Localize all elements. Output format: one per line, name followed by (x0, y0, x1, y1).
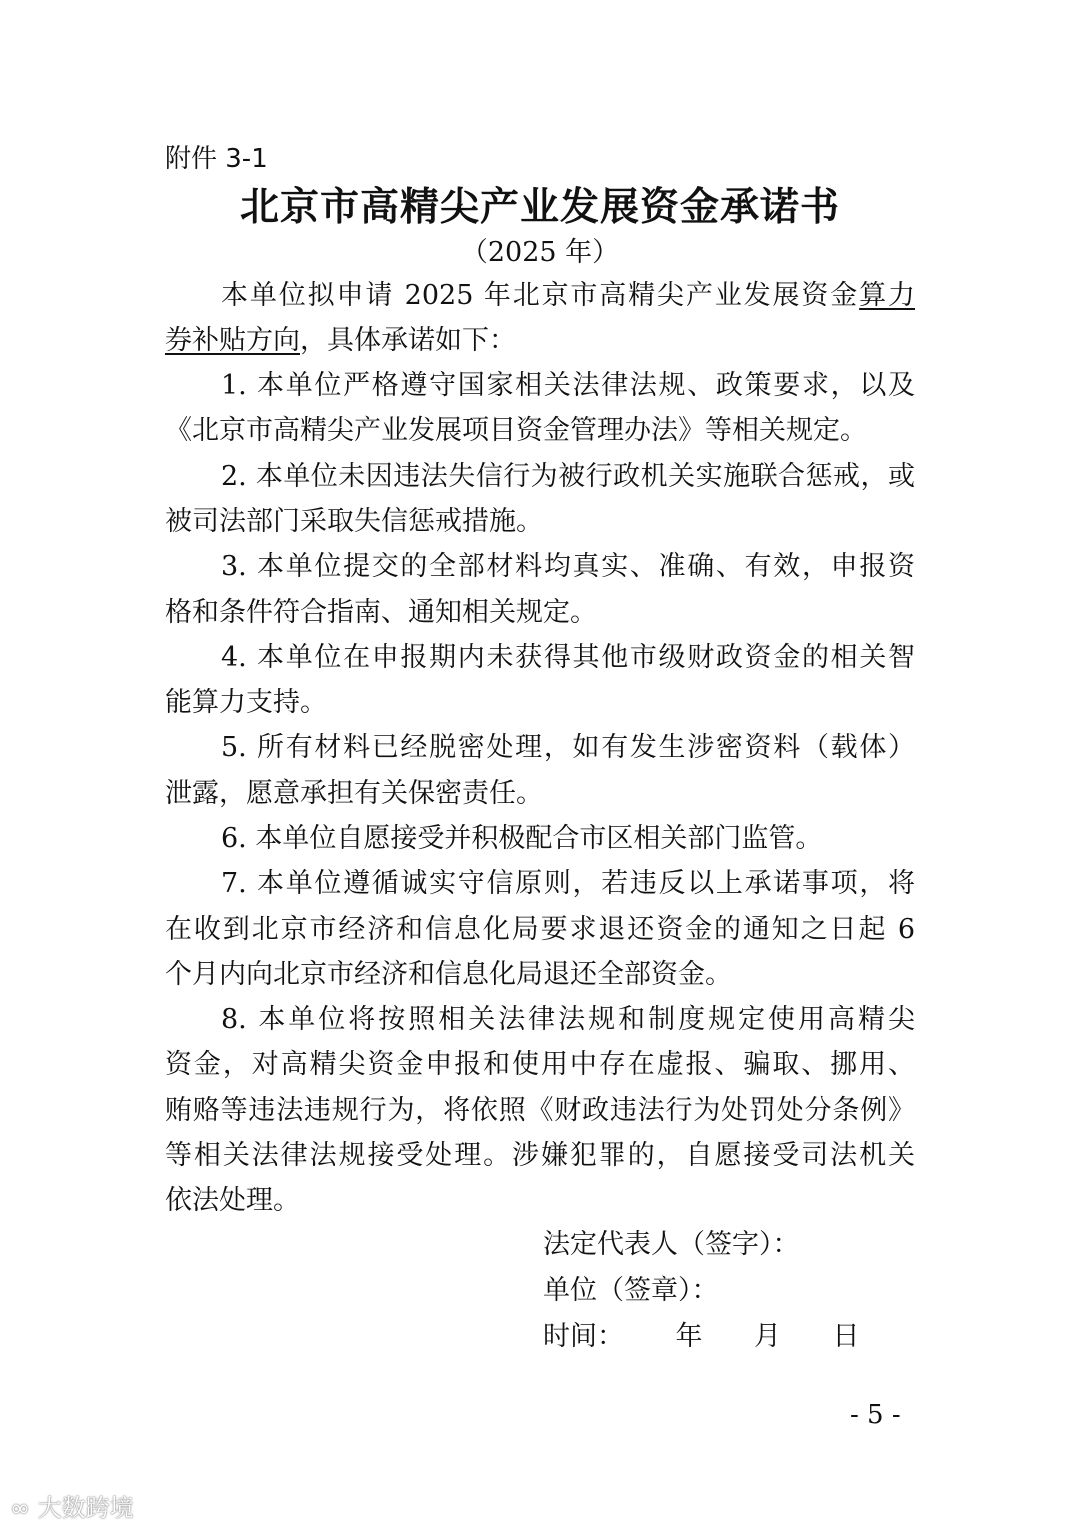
unit-seal: 单位（签章）： (543, 1275, 719, 1306)
year-subtitle: （2025 年） (460, 237, 620, 268)
commitment-item: 4. 本单位在申报期内未获得其他市级财政资金的相关智 (221, 642, 915, 673)
watermark-logo: ∞ 大数跨境 (10, 1494, 134, 1522)
attachment-label: 附件 3-1 (165, 144, 268, 174)
intro-underlined-text: 算力 (859, 280, 915, 311)
commitment-item-continuation: 《北京市高精尖产业发展项目资金管理办法》等相关规定。 (165, 415, 867, 446)
commitment-item: 8. 本单位将按照相关法律法规和制度规定使用高精尖 (221, 1004, 915, 1035)
commitment-item: 6. 本单位自愿接受并积极配合市区相关部门监管。 (221, 823, 823, 854)
commitment-item-continuation: 个月内向北京市经济和信息化局退还全部资金。 (165, 959, 732, 990)
intro-line-1 (221, 276, 915, 316)
commitment-item: 2. 本单位未因违法失信行为被行政机关实施联合惩戒，或 (221, 461, 915, 492)
commitment-item: 1. 本单位严格遵守国家相关法律法规、政策要求，以及 (221, 370, 915, 401)
document-title: 北京市高精尖产业发展资金承诺书 (239, 185, 840, 230)
commitment-item: 3. 本单位提交的全部材料均真实、准确、有效，申报资 (221, 551, 915, 582)
commitment-item-continuation: 贿赂等违法违规行为，将依照《财政违法行为处罚处分条例》 (165, 1095, 915, 1126)
intro-text: ，具体承诺如下： (300, 325, 516, 356)
commitment-item-continuation: 等相关法律法规接受处理。涉嫌犯罪的，自愿接受司法机关 (165, 1140, 915, 1171)
intro-underlined-text: 券补贴方向 (165, 325, 300, 356)
commitment-item-continuation: 在收到北京市经济和信息化局要求退还资金的通知之日起 6 (165, 914, 915, 945)
intro-line-2 (165, 321, 915, 361)
page-number: - 5 - (850, 1400, 901, 1430)
commitment-item-continuation: 格和条件符合指南、通知相关规定。 (165, 597, 597, 628)
commitment-item-continuation: 能算力支持。 (165, 687, 327, 718)
signature-date: 时间： 年 月 日 (543, 1321, 860, 1352)
commitment-item-continuation: 泄露，愿意承担有关保密责任。 (165, 778, 543, 809)
commitment-item-continuation: 被司法部门采取失信惩戒措施。 (165, 506, 543, 537)
legal-representative-signature: 法定代表人（签字）： (543, 1229, 800, 1260)
commitment-item: 5. 所有材料已经脱密处理，如有发生涉密资料（载体） (221, 732, 915, 763)
commitment-item-continuation: 资金，对高精尖资金申报和使用中存在虚报、骗取、挪用、 (165, 1049, 915, 1080)
commitment-item: 7. 本单位遵循诚实守信原则，若违反以上承诺事项，将 (221, 868, 915, 899)
intro-text: 本单位拟申请 2025 年北京市高精尖产业发展资金 (221, 280, 860, 311)
commitment-item-continuation: 依法处理。 (165, 1185, 300, 1216)
